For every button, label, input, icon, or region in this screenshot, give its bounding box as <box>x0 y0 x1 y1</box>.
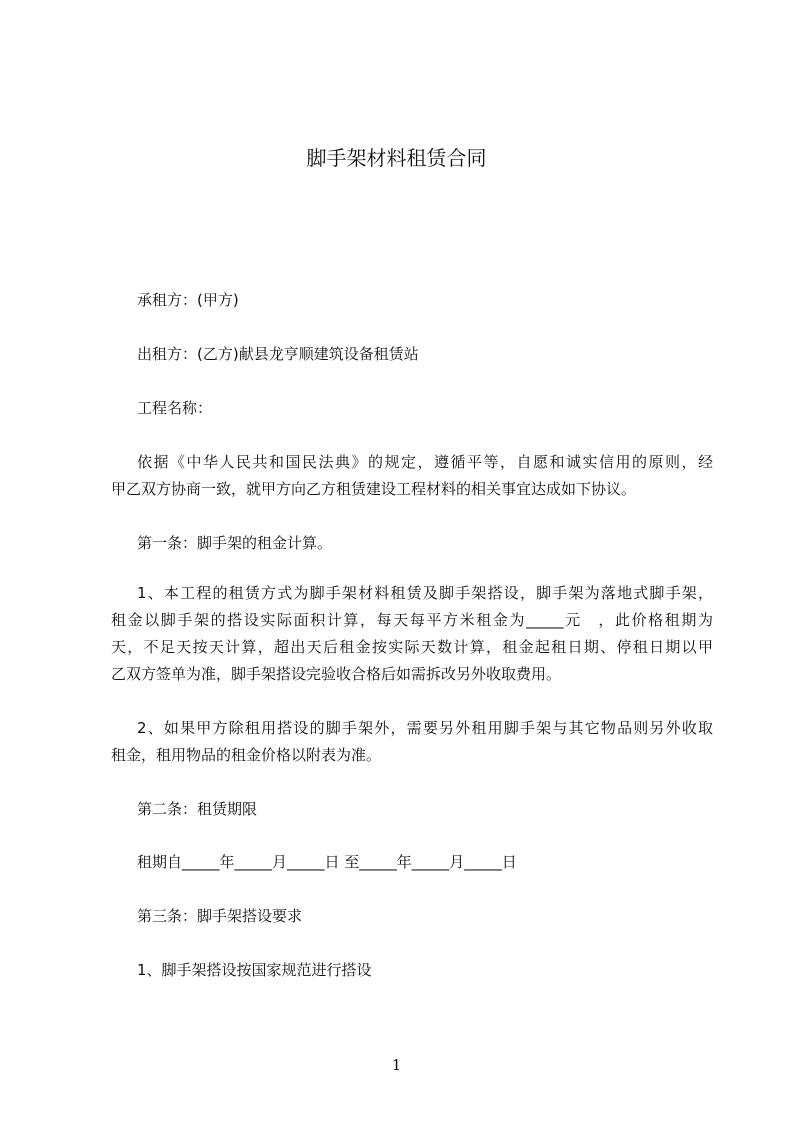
intro-line-1: 依据《中华人民共和国民法典》的规定，遵循平等，自愿和诚实信用的原则，经 <box>137 453 713 471</box>
intro-line-2: 甲乙双方协商一致，就甲方向乙方租赁建设工程材料的相关事宜达成如下协议。 <box>111 480 637 498</box>
article-1-clause-2-line-2: 租金，租用物品的租金价格以附表为准。 <box>111 746 382 764</box>
page-number: 1 <box>391 1056 402 1074</box>
article-1-clause-1-line-1: 1、本工程的租赁方式为脚手架材料租赁及脚手架搭设，脚手架为落地式脚手架， <box>137 584 713 602</box>
article-1-clause-1-line-2: 租金以脚手架的搭设实际面积计算，每天每平方米租金为_____元 ，此价格租期为 <box>111 611 713 629</box>
article-3-clause-1: 1、脚手架搭设按国家规范进行搭设 <box>137 961 372 979</box>
project-name-line: 工程名称： <box>137 399 213 417</box>
document-title: 脚手架材料租赁合同 <box>306 146 487 170</box>
article-3-heading: 第三条：脚手架搭设要求 <box>137 907 303 925</box>
article-2-heading: 第二条：租赁期限 <box>137 800 258 818</box>
article-1-heading: 第一条：脚手架的租金计算。 <box>137 534 333 552</box>
article-1-clause-2-line-1: 2、如果甲方除租用搭设的脚手架外，需要另外租用脚手架与其它物品则另外收取 <box>137 719 713 737</box>
article-1-clause-1-line-4: 乙双方签单为准，脚手架搭设完验收合格后如需拆改另外收取费用。 <box>111 665 562 683</box>
lessee-line: 承租方：(甲方) <box>137 291 239 309</box>
article-1-clause-1-line-3: 天，不足天按天计算，超出天后租金按实际天数计算，租金起租日期、停租日期以甲 <box>111 638 713 656</box>
lessor-line: 出租方：(乙方)献县龙亨顺建筑设备租赁站 <box>137 345 419 363</box>
lease-term-line: 租期自_____年_____月_____日 至_____年_____月_____日 <box>137 853 517 871</box>
